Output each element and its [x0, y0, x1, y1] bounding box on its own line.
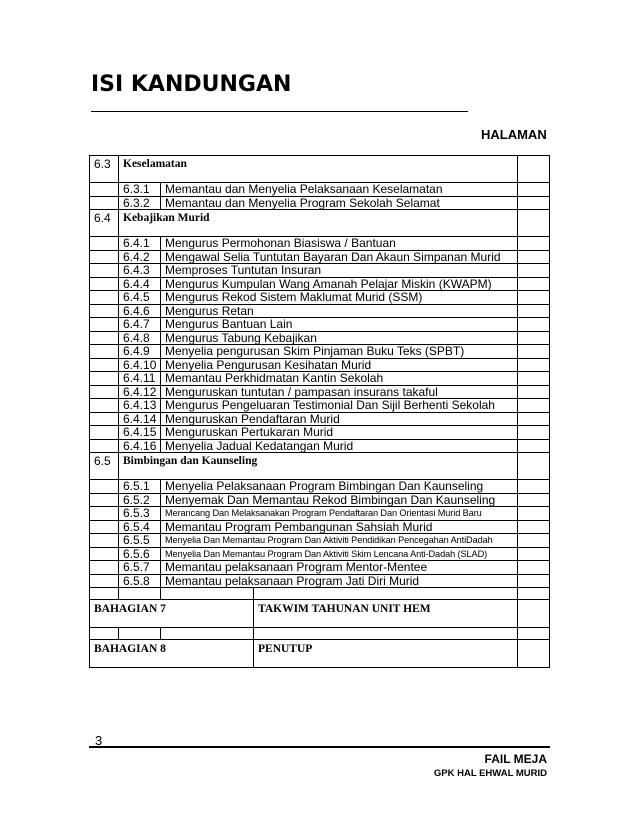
section-title: Keselamatan [119, 156, 518, 183]
item-title: Mengurus Rekod Sistem Maklumat Murid (SSM) [161, 291, 518, 305]
indent-cell [90, 534, 119, 548]
item-title: Menyelia Dan Memantau Program Dan Aktiviti Skim Lencana Anti-Dadah (SLAD) [161, 547, 518, 561]
item-row [90, 561, 550, 575]
item-title: Menyemak Dan Memantau Rekod Bimbingan Dan Kaunseling [161, 493, 518, 507]
indent-cell [90, 250, 119, 264]
section-row [90, 210, 550, 237]
spacer-cell [254, 628, 518, 640]
section-title: Kebajikan Murid [119, 210, 518, 237]
page-cell [518, 534, 550, 548]
spacer-row [90, 588, 550, 600]
item-number: 6.4.14 [119, 412, 161, 426]
item-title: Memantau pelaksanaan Program Mentor-Mentee [161, 561, 518, 575]
footer-title: FAIL MEJA [484, 752, 547, 766]
item-row [90, 277, 550, 291]
item-row [90, 250, 550, 264]
indent-cell [90, 561, 119, 575]
part-title: TAKWIM TAHUNAN UNIT HEM [254, 600, 518, 628]
indent-cell [90, 507, 119, 521]
item-title: Mengurus Tabung Kebajikan [161, 331, 518, 345]
page-column-label: HALAMAN [481, 127, 547, 142]
spacer-row [90, 628, 550, 640]
item-title: Mengurus Permohonan Biasiswa / Bantuan [161, 237, 518, 251]
page-cell [518, 264, 550, 278]
page-cell [518, 304, 550, 318]
section-row [90, 156, 550, 183]
page-cell [518, 399, 550, 413]
page-cell [518, 412, 550, 426]
section-title: Bimbingan dan Kaunseling [119, 453, 518, 480]
indent-cell [90, 399, 119, 413]
item-title: Memantau Perkhidmatan Kantin Sekolah [161, 372, 518, 386]
item-number: 6.4.12 [119, 385, 161, 399]
item-number: 6.5.7 [119, 561, 161, 575]
item-row [90, 358, 550, 372]
item-number: 6.5.2 [119, 493, 161, 507]
item-row [90, 304, 550, 318]
indent-cell [90, 183, 119, 197]
spacer-cell [90, 628, 119, 640]
indent-cell [90, 331, 119, 345]
item-number: 6.3.1 [119, 183, 161, 197]
item-title: Memantau dan Menyelia Pelaksanaan Keselamatan [161, 183, 518, 197]
page-number: 3 [95, 733, 103, 748]
item-row [90, 399, 550, 413]
page-cell [518, 520, 550, 534]
indent-cell [90, 318, 119, 332]
part-label: BAHAGIAN 8 [90, 640, 254, 668]
item-number: 6.5.3 [119, 507, 161, 521]
item-number: 6.5.6 [119, 547, 161, 561]
spacer-cell [254, 588, 518, 600]
indent-cell [90, 237, 119, 251]
page-cell [518, 561, 550, 575]
page-cell [518, 291, 550, 305]
item-title: Menyelia Jadual Kedatangan Murid [161, 439, 518, 453]
page-cell [518, 196, 550, 210]
page-cell [518, 183, 550, 197]
item-title: Mengawal Selia Tuntutan Bayaran Dan Akaun Simpanan Murid [161, 250, 518, 264]
item-row [90, 520, 550, 534]
item-title: Menguruskan tuntutan / pampasan insurans takaful [161, 385, 518, 399]
item-row [90, 385, 550, 399]
spacer-cell [518, 588, 550, 600]
indent-cell [90, 304, 119, 318]
item-title: Menyelia Pelaksanaan Program Bimbingan Dan Kaunseling [161, 480, 518, 494]
indent-cell [90, 358, 119, 372]
page-cell [518, 156, 550, 183]
item-number: 6.4.16 [119, 439, 161, 453]
page-title: ISI KANDUNGAN [91, 72, 292, 97]
indent-cell [90, 385, 119, 399]
item-title: Memantau Program Pembangunan Sahsiah Murid [161, 520, 518, 534]
page-cell [518, 210, 550, 237]
item-title: Menyelia pengurusan Skim Pinjaman Buku Teks (SPBT) [161, 345, 518, 359]
page-cell [518, 318, 550, 332]
section-number: 6.4 [90, 210, 119, 237]
item-title: Memproses Tuntutan Insuran [161, 264, 518, 278]
item-row [90, 291, 550, 305]
item-number: 6.5.5 [119, 534, 161, 548]
item-row [90, 196, 550, 210]
item-number: 6.4.3 [119, 264, 161, 278]
page-cell [518, 331, 550, 345]
item-number: 6.4.8 [119, 331, 161, 345]
indent-cell [90, 412, 119, 426]
indent-cell [90, 264, 119, 278]
spacer-cell [119, 628, 161, 640]
item-row [90, 318, 550, 332]
item-row [90, 507, 550, 521]
page-cell [518, 426, 550, 440]
spacer-cell [119, 588, 161, 600]
item-row [90, 574, 550, 588]
indent-cell [90, 493, 119, 507]
part-label: BAHAGIAN 7 [90, 600, 254, 628]
item-row [90, 426, 550, 440]
page-cell [518, 250, 550, 264]
page-cell [518, 345, 550, 359]
item-title: Menguruskan Pertukaran Murid [161, 426, 518, 440]
page-cell [518, 507, 550, 521]
item-title: Mengurus Kumpulan Wang Amanah Pelajar Miskin (KWAPM) [161, 277, 518, 291]
footer-subtitle: GPK HAL EHWAL MURID [433, 768, 547, 779]
item-row [90, 480, 550, 494]
item-number: 6.4.10 [119, 358, 161, 372]
item-number: 6.4.4 [119, 277, 161, 291]
item-number: 6.3.2 [119, 196, 161, 210]
item-title: Menyelia Dan Memantau Program Dan Aktiviti Pendidikan Pencegahan AntiDadah [161, 534, 518, 548]
item-number: 6.4.11 [119, 372, 161, 386]
item-title: Mengurus Pengeluaran Testimonial Dan Sijil Berhenti Sekolah [161, 399, 518, 413]
indent-cell [90, 520, 119, 534]
page-cell [518, 439, 550, 453]
page-cell [518, 372, 550, 386]
item-row [90, 183, 550, 197]
page-cell [518, 600, 550, 628]
item-row [90, 345, 550, 359]
indent-cell [90, 277, 119, 291]
item-row [90, 237, 550, 251]
item-title: Menguruskan Pendaftaran Murid [161, 412, 518, 426]
item-number: 6.4.13 [119, 399, 161, 413]
page-cell [518, 358, 550, 372]
item-title: Menyelia Pengurusan Kesihatan Murid [161, 358, 518, 372]
item-row [90, 372, 550, 386]
item-number: 6.4.7 [119, 318, 161, 332]
spacer-cell [161, 588, 254, 600]
item-title: Mengurus Bantuan Lain [161, 318, 518, 332]
page-cell [518, 547, 550, 561]
item-title: Memantau dan Menyelia Program Sekolah Selamat [161, 196, 518, 210]
item-number: 6.5.4 [119, 520, 161, 534]
indent-cell [90, 480, 119, 494]
page-cell [518, 277, 550, 291]
item-number: 6.5.1 [119, 480, 161, 494]
item-number: 6.4.5 [119, 291, 161, 305]
indent-cell [90, 196, 119, 210]
section-row [90, 453, 550, 480]
page-cell [518, 574, 550, 588]
section-number: 6.5 [90, 453, 119, 480]
item-title: Merancang Dan Melaksanakan Program Pendaftaran Dan Orientasi Murid Baru [161, 507, 518, 521]
spacer-cell [90, 588, 119, 600]
item-title: Mengurus Retan [161, 304, 518, 318]
indent-cell [90, 291, 119, 305]
item-row [90, 264, 550, 278]
indent-cell [90, 426, 119, 440]
indent-cell [90, 439, 119, 453]
page-cell [518, 493, 550, 507]
item-row [90, 534, 550, 548]
part-title: PENUTUP [254, 640, 518, 668]
part-row [90, 640, 550, 668]
spacer-cell [161, 628, 254, 640]
title-underline [91, 111, 468, 112]
page-cell [518, 480, 550, 494]
item-title: Memantau pelaksanaan Program Jati Diri Murid [161, 574, 518, 588]
part-row [90, 600, 550, 628]
item-row [90, 493, 550, 507]
indent-cell [90, 372, 119, 386]
item-number: 6.4.6 [119, 304, 161, 318]
footer-rule [89, 746, 550, 748]
indent-cell [90, 574, 119, 588]
page-cell [518, 640, 550, 668]
page-cell [518, 237, 550, 251]
page-cell [518, 385, 550, 399]
item-number: 6.4.1 [119, 237, 161, 251]
item-row [90, 331, 550, 345]
item-row [90, 412, 550, 426]
page-cell [518, 453, 550, 480]
indent-cell [90, 345, 119, 359]
section-number: 6.3 [90, 156, 119, 183]
spacer-cell [518, 628, 550, 640]
contents-table [89, 155, 550, 668]
item-number: 6.4.2 [119, 250, 161, 264]
item-number: 6.5.8 [119, 574, 161, 588]
item-number: 6.4.9 [119, 345, 161, 359]
indent-cell [90, 547, 119, 561]
item-number: 6.4.15 [119, 426, 161, 440]
item-row [90, 547, 550, 561]
item-row [90, 439, 550, 453]
